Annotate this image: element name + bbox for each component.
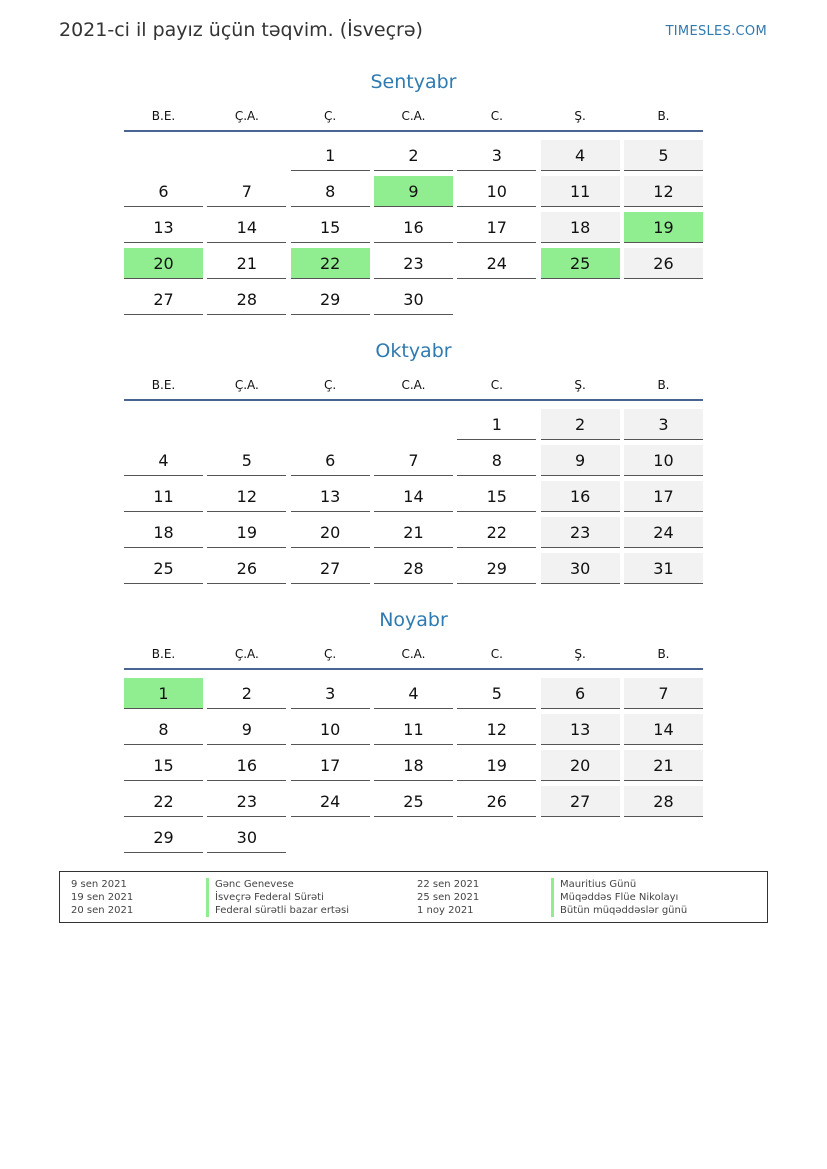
holiday-day-cell: 25 — [541, 248, 620, 279]
weekday-label: Ç.A. — [234, 378, 259, 392]
legend-holiday-name: Müqəddəs Flüe Nikolayı — [551, 891, 678, 904]
holiday-legend — [59, 871, 768, 923]
day-cell: 10 — [624, 445, 703, 476]
day-cell: 4 — [541, 140, 620, 171]
day-cell: 7 — [624, 678, 703, 709]
day-cell: 4 — [124, 445, 203, 476]
day-cell: 14 — [207, 212, 286, 243]
day-cell: 6 — [291, 445, 370, 476]
day-cell: 22 — [457, 517, 536, 548]
day-cell: 26 — [207, 553, 286, 584]
legend-holiday-name: Mauritius Günü — [551, 878, 636, 891]
month-november — [124, 606, 703, 847]
day-cell: 1 — [457, 409, 536, 440]
day-cell: 8 — [457, 445, 536, 476]
weekday-label: B. — [657, 378, 670, 392]
day-cell: 29 — [291, 284, 370, 315]
day-cell: 24 — [291, 786, 370, 817]
day-cell: 7 — [207, 176, 286, 207]
day-cell: 9 — [541, 445, 620, 476]
day-cell: 16 — [541, 481, 620, 512]
day-cell: 24 — [457, 248, 536, 279]
day-cell: 12 — [207, 481, 286, 512]
day-cell: 12 — [457, 714, 536, 745]
day-cell: 21 — [374, 517, 453, 548]
day-cell: 12 — [624, 176, 703, 207]
day-cell: 3 — [457, 140, 536, 171]
holiday-day-cell: 1 — [124, 678, 203, 709]
weekday-label: Ç. — [324, 109, 337, 123]
day-cell: 1 — [291, 140, 370, 171]
weekday-label: B.E. — [151, 378, 176, 392]
day-cell: 15 — [457, 481, 536, 512]
day-cell: 13 — [541, 714, 620, 745]
day-cell: 19 — [457, 750, 536, 781]
day-cell: 4 — [374, 678, 453, 709]
weekday-label: C. — [490, 109, 503, 123]
day-cell: 30 — [374, 284, 453, 315]
weekday-label: C.A. — [401, 109, 426, 123]
day-cell: 29 — [457, 553, 536, 584]
day-cell: 23 — [207, 786, 286, 817]
day-cell: 18 — [124, 517, 203, 548]
day-cell: 7 — [374, 445, 453, 476]
day-cell: 13 — [291, 481, 370, 512]
holiday-day-cell: 19 — [624, 212, 703, 243]
weekday-label: C.A. — [401, 647, 426, 661]
day-cell: 27 — [291, 553, 370, 584]
day-cell: 14 — [374, 481, 453, 512]
day-cell: 18 — [541, 212, 620, 243]
day-cell: 5 — [457, 678, 536, 709]
weekday-header — [124, 640, 703, 670]
weekday-label: Ç.A. — [234, 109, 259, 123]
month-name: Sentyabr — [370, 71, 457, 93]
day-cell: 15 — [291, 212, 370, 243]
day-cell: 10 — [457, 176, 536, 207]
weekday-label: C.A. — [401, 378, 426, 392]
day-cell: 21 — [624, 750, 703, 781]
weekday-label: Ç.A. — [234, 647, 259, 661]
day-cell: 14 — [624, 714, 703, 745]
day-cell: 28 — [624, 786, 703, 817]
month-name: Noyabr — [379, 609, 448, 631]
legend-holiday-name: Federal sürətli bazar ertəsi — [206, 904, 349, 917]
day-cell: 10 — [291, 714, 370, 745]
day-cell: 31 — [624, 553, 703, 584]
day-cell: 25 — [124, 553, 203, 584]
month-september — [124, 68, 703, 309]
day-cell: 2 — [374, 140, 453, 171]
day-cell: 5 — [207, 445, 286, 476]
weekday-label: Ş. — [574, 647, 586, 661]
month-october — [124, 337, 703, 578]
weekday-label: B. — [657, 647, 670, 661]
weekday-header — [124, 371, 703, 401]
day-cell: 13 — [124, 212, 203, 243]
month-name: Oktyabr — [375, 340, 452, 362]
day-cell: 17 — [624, 481, 703, 512]
weekday-label: Ş. — [574, 378, 586, 392]
legend-holiday-name: Gənc Genevese — [206, 878, 294, 891]
day-cell: 19 — [207, 517, 286, 548]
day-cell: 29 — [124, 822, 203, 853]
day-cell: 28 — [207, 284, 286, 315]
weekday-label: B.E. — [151, 647, 176, 661]
day-cell: 27 — [541, 786, 620, 817]
day-cell: 6 — [541, 678, 620, 709]
day-cell: 22 — [124, 786, 203, 817]
weekday-label: Ş. — [574, 109, 586, 123]
day-cell: 3 — [624, 409, 703, 440]
day-cell: 2 — [207, 678, 286, 709]
day-cell: 16 — [374, 212, 453, 243]
day-cell: 30 — [541, 553, 620, 584]
weekday-label: Ç. — [324, 378, 337, 392]
day-cell: 6 — [124, 176, 203, 207]
day-cell: 11 — [124, 481, 203, 512]
day-cell: 24 — [624, 517, 703, 548]
day-cell: 20 — [541, 750, 620, 781]
day-cell: 5 — [624, 140, 703, 171]
day-cell: 23 — [374, 248, 453, 279]
legend-date: 20 sen 2021 — [71, 905, 134, 916]
day-cell: 27 — [124, 284, 203, 315]
legend-holiday-name: Bütün müqəddəslər günü — [551, 904, 687, 917]
day-cell: 26 — [624, 248, 703, 279]
day-cell: 17 — [291, 750, 370, 781]
day-cell: 18 — [374, 750, 453, 781]
holiday-day-cell: 9 — [374, 176, 453, 207]
day-cell: 17 — [457, 212, 536, 243]
weekday-label: Ç. — [324, 647, 337, 661]
day-cell: 3 — [291, 678, 370, 709]
legend-date: 22 sen 2021 — [417, 879, 480, 890]
day-cell: 28 — [374, 553, 453, 584]
holiday-day-cell: 22 — [291, 248, 370, 279]
day-cell: 2 — [541, 409, 620, 440]
day-cell: 26 — [457, 786, 536, 817]
legend-date: 19 sen 2021 — [71, 892, 134, 903]
day-cell: 30 — [207, 822, 286, 853]
holiday-day-cell: 20 — [124, 248, 203, 279]
day-cell: 20 — [291, 517, 370, 548]
weekday-label: C. — [490, 378, 503, 392]
weekday-header — [124, 102, 703, 132]
day-cell: 11 — [374, 714, 453, 745]
day-cell: 23 — [541, 517, 620, 548]
legend-date: 25 sen 2021 — [417, 892, 480, 903]
weekday-label: B. — [657, 109, 670, 123]
day-cell: 8 — [291, 176, 370, 207]
page-title: 2021-ci il payız üçün təqvim. (İsveçrə) — [59, 19, 423, 41]
day-cell: 9 — [207, 714, 286, 745]
day-cell: 21 — [207, 248, 286, 279]
day-cell: 25 — [374, 786, 453, 817]
legend-holiday-name: İsveçrə Federal Sürəti — [206, 891, 324, 904]
day-cell: 16 — [207, 750, 286, 781]
legend-date: 9 sen 2021 — [71, 879, 127, 890]
legend-date: 1 noy 2021 — [417, 905, 474, 916]
weekday-label: C. — [490, 647, 503, 661]
day-cell: 15 — [124, 750, 203, 781]
brand-link[interactable]: TIMESLES.COM — [665, 24, 767, 39]
day-cell: 8 — [124, 714, 203, 745]
weekday-label: B.E. — [151, 109, 176, 123]
day-cell: 11 — [541, 176, 620, 207]
